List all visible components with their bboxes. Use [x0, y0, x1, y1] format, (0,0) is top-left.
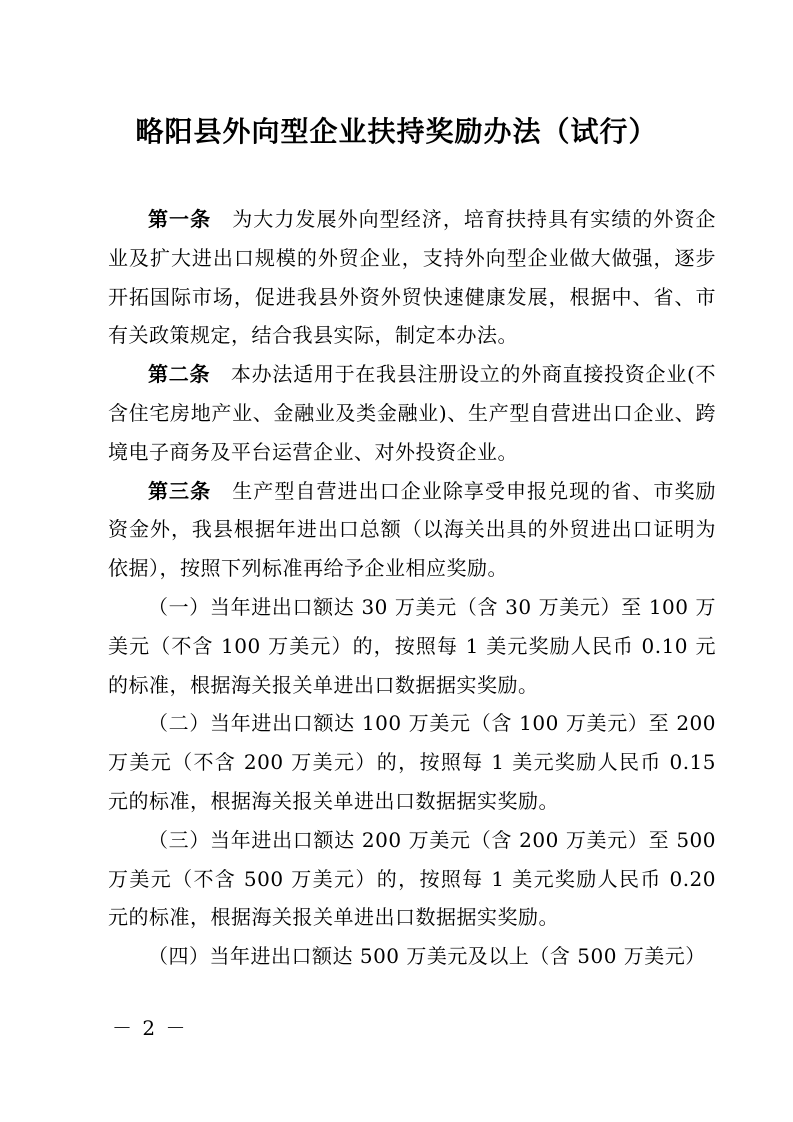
paragraph-text: 生产型自营进出口企业除享受申报兑现的省、市奖励资金外，我县根据年进出口总额（以海关出具的外贸进出口证明为依据），按照下列标准再给予企业相应奖励。	[108, 478, 717, 581]
paragraph-item-1	[108, 588, 716, 704]
paragraph-article-3	[108, 472, 716, 588]
paragraph-text: （二）当年进出口额达 100 万美元（含 100 万美元）至 200 万美元（不含 200 万美元）的，按照每 1 美元奖励人民币 0.15 元的标准，根据海关报关单进出口数据据实奖励。	[108, 711, 716, 813]
paragraph-text: 为大力发展外向型经济，培育扶持具有实绩的外资企业及扩大进出口规模的外贸企业，支持外向型企业做大做强，逐步开拓国际市场，促进我县外资外贸快速健康发展，根据中、省、市有关政策规定，结合我县实际，制定本办法。	[108, 207, 717, 348]
paragraph-text: 本办法适用于在我县注册设立的外商直接投资企业(不含住宅房地产业、金融业及类金融业)、生产型自营进出口企业、跨境电子商务及平台运营企业、对外投资企业。	[108, 362, 716, 464]
page-number: － 2 －	[112, 1016, 188, 1040]
document-title: 略阳县外向型企业扶持奖励办法（试行）	[135, 115, 658, 148]
paragraph-text: （四）当年进出口额达 500 万美元及以上（含 500 万美元）	[148, 944, 706, 969]
article-label: 第三条	[148, 478, 212, 503]
paragraph-item-2	[108, 704, 716, 820]
article-label: 第一条	[148, 207, 212, 231]
paragraph-item-4	[108, 937, 716, 976]
article-label: 第二条	[148, 362, 211, 387]
paragraph-text: （三）当年进出口额达 200 万美元（含 200 万美元）至 500 万美元（不含 500 万美元）的，按照每 1 美元奖励人民币 0.20 元的标准，根据海关报关单进出口数据据实奖励。	[108, 827, 716, 930]
document-body	[108, 200, 716, 976]
paragraph-item-3	[108, 821, 716, 937]
paragraph-article-1	[108, 200, 716, 355]
paragraph-article-2	[108, 355, 716, 471]
paragraph-text: （一）当年进出口额达 30 万美元（含 30 万美元）至 100 万美元（不含 100 万美元）的，按照每 1 美元奖励人民币 0.10 元的标准，根据海关报关单进出口数据据实奖励。	[108, 594, 716, 697]
